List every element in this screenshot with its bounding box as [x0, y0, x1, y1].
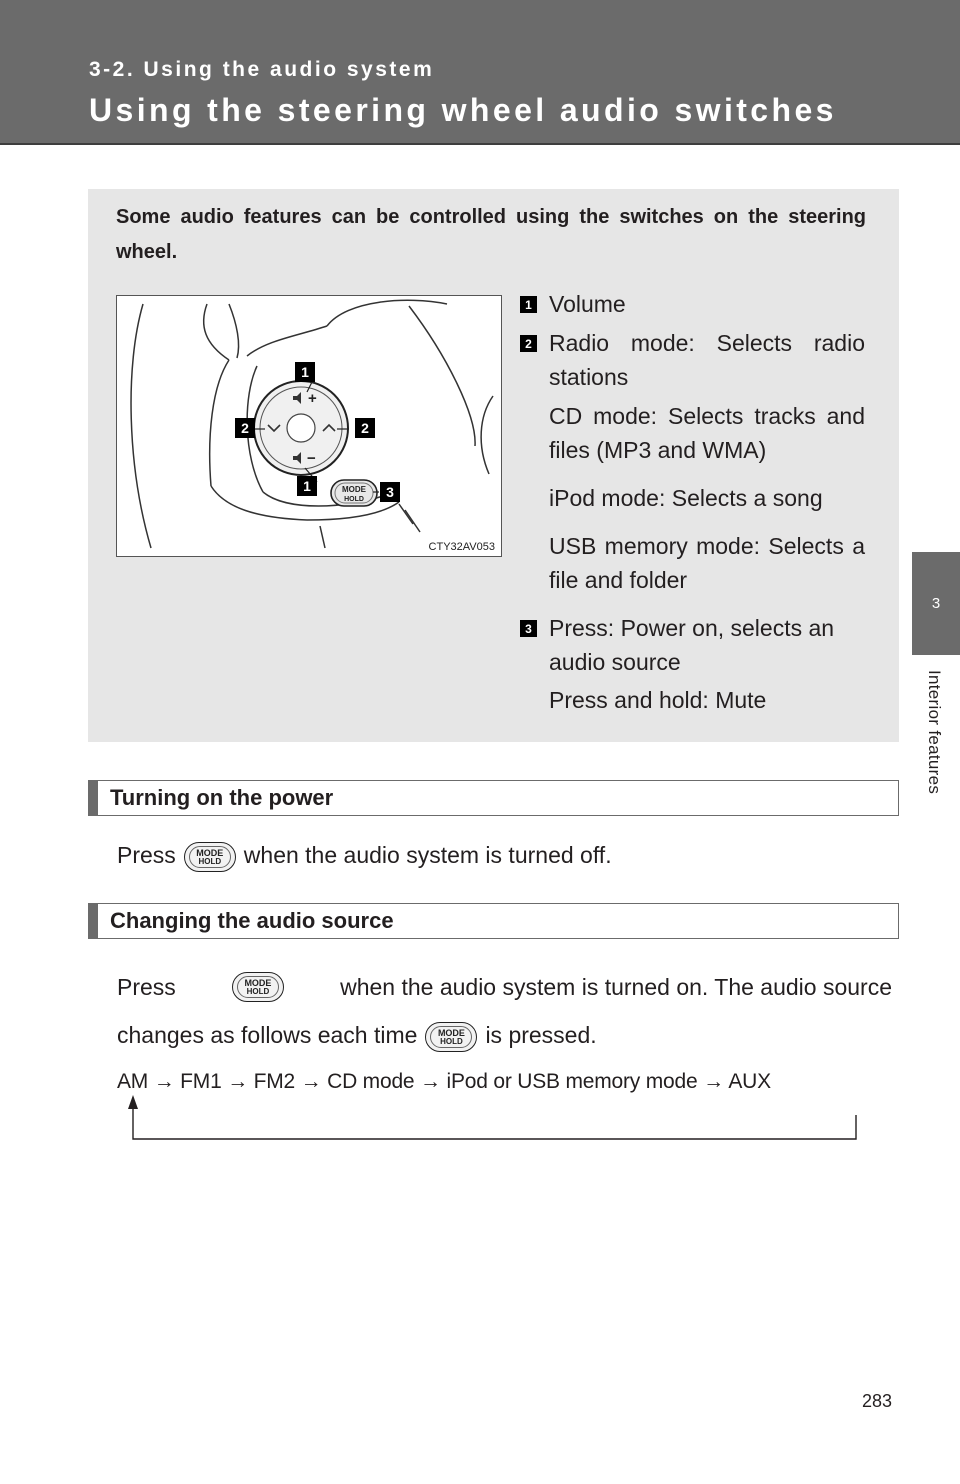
mode-button-icon: MODE HOLD	[425, 1022, 477, 1052]
figure-mode-label: MODE	[342, 485, 366, 494]
svg-text:2: 2	[241, 420, 249, 436]
chapter-label-container	[919, 670, 949, 830]
mode-button-icon: MODE HOLD	[184, 842, 236, 872]
subheading-bar	[89, 781, 98, 815]
source-sequence: AM → FM1 → FM2 → CD mode → iPod or USB memory mode → AUX	[117, 1070, 771, 1093]
legend-badge-2: 2	[520, 335, 537, 352]
chapter-tab	[912, 552, 960, 655]
legend-badge-3: 3	[520, 620, 537, 637]
callout-1-bottom	[297, 476, 317, 496]
source-text-before: Press	[117, 974, 176, 1000]
page-title: Using the steering wheel audio switches	[89, 92, 837, 128]
source-instruction-line1	[117, 970, 892, 1004]
legend-badge-1: 1	[520, 296, 537, 313]
power-text-before: Press	[117, 842, 176, 868]
legend-volume: Volume	[549, 291, 626, 317]
mode-button-icon: MODE HOLD	[232, 972, 284, 1002]
steering-wheel-illustration	[117, 296, 501, 556]
subheading-source	[88, 903, 899, 939]
legend-item-1	[520, 287, 865, 321]
legend-cd-mode: CD mode: Selects tracks and files (MP3 and WMA)	[549, 403, 865, 463]
callout-legend	[520, 287, 865, 717]
source-text-after: when the audio system is turned on. The audio source	[340, 974, 892, 1000]
legend-press-hold: Press and hold: Mute	[549, 687, 767, 713]
legend-radio-mode: Radio mode: Selects radio stations	[549, 330, 865, 390]
svg-text:1: 1	[301, 364, 309, 380]
chapter-number: 3	[931, 595, 941, 612]
subheading-source-title: Changing the audio source	[110, 908, 394, 933]
steering-wheel-figure	[116, 295, 502, 557]
callout-2-left	[235, 418, 255, 438]
legend-ipod-mode: iPod mode: Selects a song	[549, 485, 823, 511]
subheading-power-title: Turning on the power	[110, 785, 334, 810]
callout-2-right	[355, 418, 375, 438]
power-instruction	[117, 838, 612, 872]
subheading-bar	[89, 904, 98, 938]
figure-code: CTY32AV053	[428, 541, 495, 553]
callout-3	[380, 482, 400, 502]
page-header	[0, 0, 960, 145]
svg-text:3: 3	[386, 484, 394, 500]
intro-text: Some audio features can be controlled using the switches on the steering wheel.	[116, 206, 866, 263]
legend-usb-mode: USB memory mode: Selects a file and folder	[549, 533, 865, 593]
figure-hold-label: HOLD	[344, 496, 364, 503]
power-text-after: when the audio system is turned off.	[243, 842, 612, 868]
callout-1-top	[295, 362, 315, 382]
sequence-loop-arrow	[120, 1095, 865, 1145]
subheading-power	[88, 780, 899, 816]
source-instruction-line2	[117, 1018, 597, 1052]
source-line2-before: changes as follows each time	[117, 1022, 418, 1048]
legend-item-3	[520, 611, 865, 717]
legend-item-2	[520, 326, 865, 597]
source-line2-after: is pressed.	[485, 1022, 597, 1048]
volume-up-sign: +	[308, 390, 317, 407]
legend-press: Press: Power on, selects an audio source	[549, 615, 835, 675]
chapter-label: Interior features	[925, 670, 944, 795]
svg-text:1: 1	[303, 478, 311, 494]
section-label: 3-2. Using the audio system	[89, 58, 435, 81]
volume-down-sign: −	[307, 450, 316, 467]
svg-text:2: 2	[361, 420, 369, 436]
page-number: 283	[862, 1391, 893, 1411]
